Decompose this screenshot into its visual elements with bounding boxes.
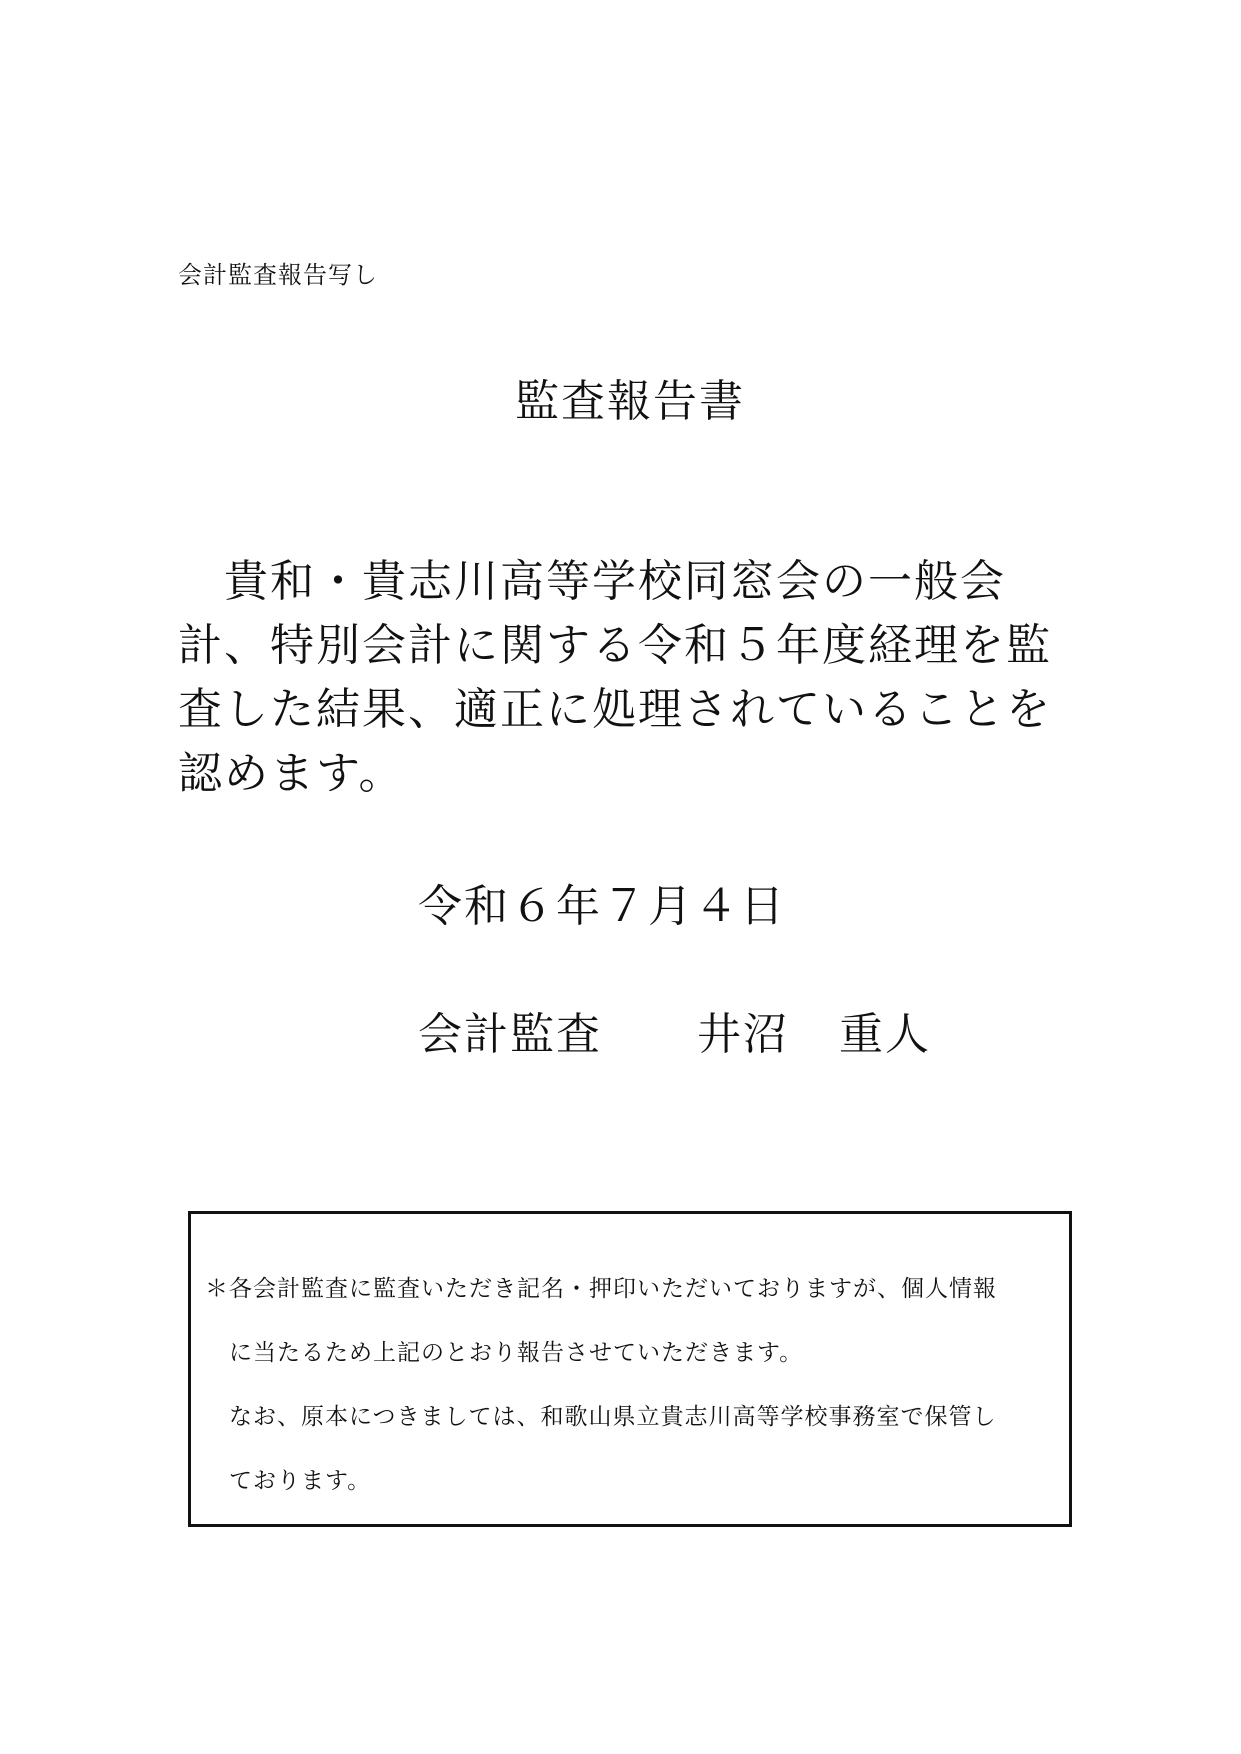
signer-given-name: 重人 xyxy=(839,1009,931,1060)
body-line: 貴和・貴志川高等学校同窓会の一般会 xyxy=(178,556,1006,607)
body-line: 認めます。 xyxy=(178,748,405,799)
notice-line: に当たるため上記のとおり報告させていただきます。 xyxy=(229,1340,804,1366)
report-date: 令和６年７月４日 xyxy=(418,881,786,932)
body-paragraph xyxy=(178,550,1098,806)
body-line: 査した結果、適正に処理されていることを xyxy=(178,684,1052,735)
signer-surname: 井沼 xyxy=(697,1009,789,1060)
signer-line xyxy=(418,998,931,1062)
notice-box xyxy=(188,1211,1072,1527)
body-line: 計、特別会計に関する令和５年度経理を監 xyxy=(178,620,1052,671)
header-note: 会計監査報告写し xyxy=(178,261,378,289)
signer-role: 会計監査 xyxy=(418,1009,602,1060)
document-title: 監査報告書 xyxy=(515,376,745,427)
notice-line: ております。 xyxy=(229,1468,372,1494)
notice-line: なお、原本につきましては、和歌山県立貴志川高等学校事務室で保管し xyxy=(229,1404,997,1430)
notice-line: ＊各会計監査に監査いただき記名・押印いただいておりますが、個人情報 xyxy=(205,1276,997,1302)
